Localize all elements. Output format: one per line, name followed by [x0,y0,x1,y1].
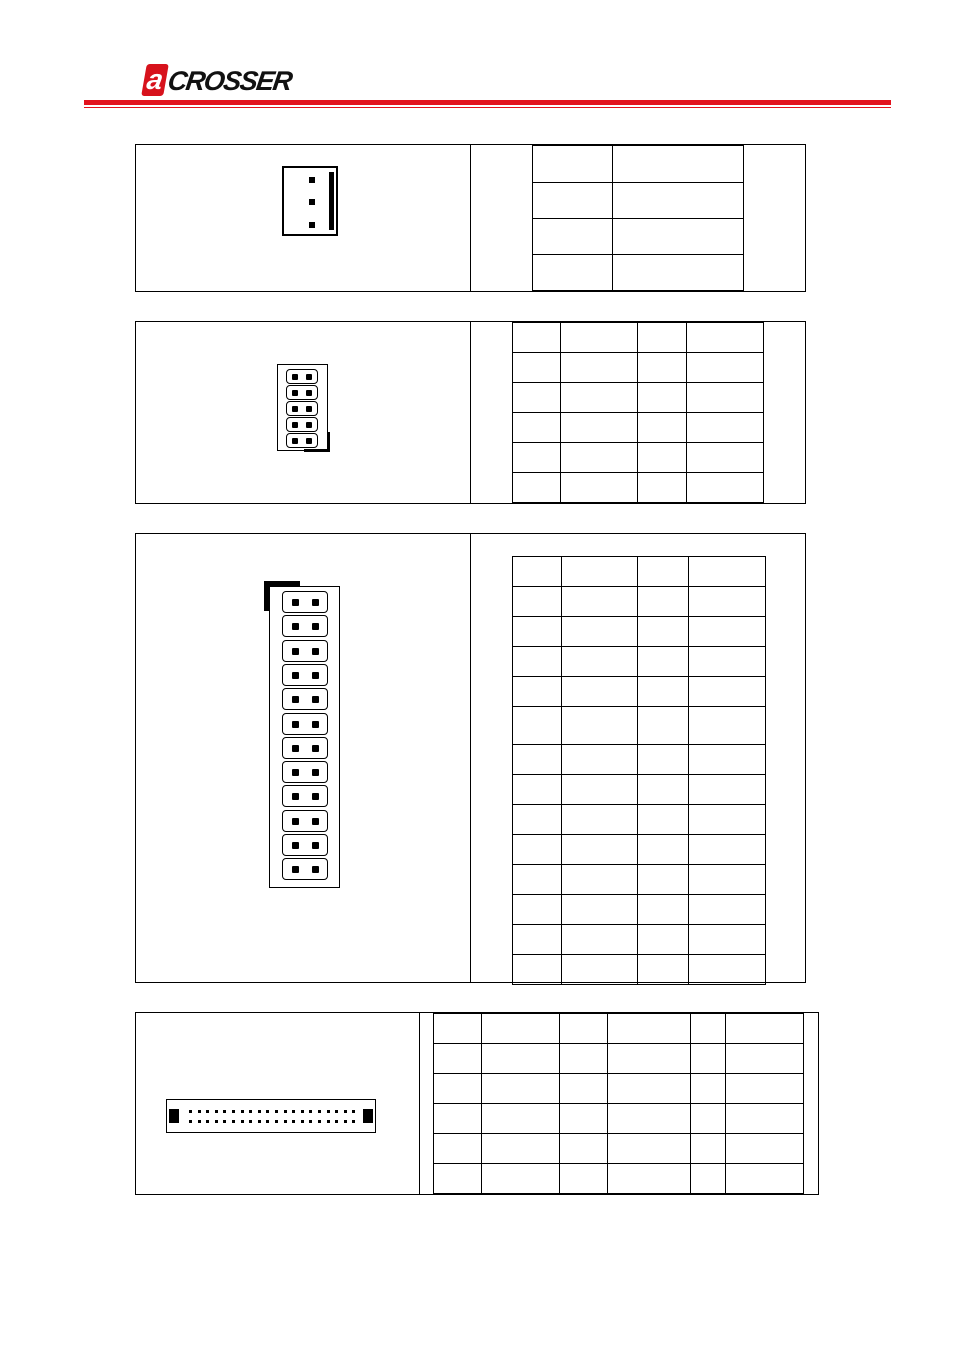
table-cell [482,1044,560,1074]
fpc-pin [309,1120,312,1123]
table-cell [638,443,686,473]
pin-pair [282,761,328,783]
fpc-pin [344,1120,347,1123]
header-pin [292,406,298,412]
table-cell [560,1074,608,1104]
table-cell [638,413,686,443]
table-cell [561,443,638,473]
pin-pair [286,433,318,448]
table-cell [513,775,562,805]
pin-pair [282,713,328,735]
table-cell [688,557,765,587]
fpc-pin [258,1110,261,1113]
header-pin [292,866,299,873]
table-cell [613,146,744,183]
table-cell [561,353,638,383]
fpc-ear [363,1109,373,1123]
header-pin [312,818,319,825]
header-pin [306,390,312,396]
table-cell [688,745,765,775]
fpc-pin [249,1120,252,1123]
table-cell [638,677,688,707]
header-rule-thin [84,107,891,108]
table-cell [562,707,638,745]
table-cell [513,353,561,383]
table-cell [638,925,688,955]
table-cell [638,895,688,925]
table-cell [560,1104,608,1134]
table-cell [560,1014,608,1044]
table-cell [608,1134,690,1164]
table-cell [434,1044,482,1074]
table-cell [638,353,686,383]
table-cell [686,323,763,353]
table-cell [613,219,744,255]
header-pin [292,672,299,679]
fpc-pin [258,1120,261,1123]
pin-pair [282,640,328,662]
table-cell [513,805,562,835]
table-cell [608,1164,690,1194]
fpc-pin [189,1110,192,1113]
table-cell [638,473,686,503]
header-pin [312,793,319,800]
table-cell [434,1014,482,1044]
panel-fpc-40pin [135,1012,819,1195]
table-cell [533,183,613,219]
header-pin [292,696,299,703]
table-cell [482,1164,560,1194]
table-cell [688,955,765,985]
pin-pair [282,688,328,710]
table-cell [482,1134,560,1164]
header-pin [292,721,299,728]
table-cell [613,183,744,219]
table-cell [608,1104,690,1134]
fpc-pin [241,1120,244,1123]
table-cell [434,1104,482,1134]
table-cell [638,745,688,775]
pin-table [433,1013,804,1194]
fpc-pin [206,1110,209,1113]
header-pin [292,422,298,428]
pin-pair [286,385,318,400]
header-pin [312,599,319,606]
panel-divider [470,534,471,982]
header-pin [312,672,319,679]
fpc-pin [223,1110,226,1113]
pin-pair [286,417,318,432]
table-cell [725,1134,803,1164]
table-cell [688,677,765,707]
table-cell [562,895,638,925]
fpc-pin [352,1120,355,1123]
header-pin [312,769,319,776]
table-cell [688,617,765,647]
table-cell [638,835,688,865]
table-cell [562,587,638,617]
table-cell [690,1134,725,1164]
fpc-pin [327,1120,330,1123]
fpc-ear [169,1109,179,1123]
table-cell [513,647,562,677]
table-cell [513,745,562,775]
table-cell [638,647,688,677]
connector-pin [309,177,315,183]
pin-pair [282,591,328,613]
table-cell [513,473,561,503]
fpc-pin [344,1110,347,1113]
table-cell [686,473,763,503]
fpc-pin [292,1110,295,1113]
fpc-pin [189,1120,192,1123]
table-cell [686,353,763,383]
table-cell [562,557,638,587]
table-cell [688,835,765,865]
header-pin [292,842,299,849]
fpc-pin [301,1110,304,1113]
table-cell [482,1074,560,1104]
header-pin [306,422,312,428]
fpc-pin [198,1120,201,1123]
table-cell [638,775,688,805]
header-pin [292,623,299,630]
table-cell [562,617,638,647]
table-cell [688,587,765,617]
table-cell [434,1074,482,1104]
table-cell [562,835,638,865]
table-cell [638,323,686,353]
fpc-pin [309,1110,312,1113]
pin-table [532,145,744,291]
header-pin [292,374,298,380]
connector-pin [309,199,315,205]
pin-table [512,556,766,985]
brand-logo [144,62,294,96]
table-cell [513,323,561,353]
table-cell [562,955,638,985]
table-cell [562,745,638,775]
connector-key [329,172,334,230]
table-cell [638,617,688,647]
table-cell [482,1014,560,1044]
table-cell [688,775,765,805]
panel-header-2x5 [135,321,806,504]
table-cell [513,925,562,955]
table-cell [608,1014,690,1044]
header-pin [312,721,319,728]
fpc-pin [301,1120,304,1123]
table-cell [688,647,765,677]
header-pin [312,648,319,655]
header-pin [312,623,319,630]
header-2x12-diagram [269,586,340,888]
fpc-pin [318,1110,321,1113]
table-cell [513,383,561,413]
table-cell [513,587,562,617]
table-cell [725,1044,803,1074]
table-cell [513,617,562,647]
table-cell [513,413,561,443]
fpc-pin [327,1110,330,1113]
fpc-pin [292,1120,295,1123]
table-cell [608,1044,690,1074]
pin-pair [282,810,328,832]
panel-divider [470,322,471,503]
fpc-pin [335,1120,338,1123]
header-pin [312,745,319,752]
table-cell [638,587,688,617]
fpc-pin [266,1120,269,1123]
table-cell [725,1014,803,1044]
table-cell [560,1134,608,1164]
panel-fan-connector [135,144,806,292]
fpc-pin [241,1110,244,1113]
table-cell [638,383,686,413]
table-cell [533,255,613,291]
table-cell [562,925,638,955]
table-cell [688,805,765,835]
table-cell [690,1164,725,1194]
pin-pair [286,401,318,416]
table-cell [561,413,638,443]
table-cell [688,707,765,745]
pin-pair [282,664,328,686]
header-pin [312,696,319,703]
connector-pin [309,222,315,228]
header-pin [306,438,312,444]
fpc-pin [223,1120,226,1123]
table-cell [562,677,638,707]
table-cell [562,805,638,835]
table-cell [638,865,688,895]
panel-divider [419,1013,420,1194]
fpc-pin [215,1120,218,1123]
table-cell [638,805,688,835]
table-cell [482,1104,560,1134]
header-latch [327,432,330,452]
header-pin [312,842,319,849]
table-cell [513,955,562,985]
fpc-pin [232,1120,235,1123]
header-pin [292,390,298,396]
connector-3pin-diagram [282,166,338,236]
header-pin [292,818,299,825]
table-cell [638,557,688,587]
table-cell [513,677,562,707]
header-pin [292,599,299,606]
fpc-pin [206,1120,209,1123]
fpc-pin [352,1110,355,1113]
fpc-pin [318,1120,321,1123]
fpc-pin [198,1110,201,1113]
pin-table [512,322,764,503]
panel-header-2x12 [135,533,806,983]
fpc-pin [284,1110,287,1113]
fpc-connector-diagram [166,1099,376,1133]
fpc-pin [275,1110,278,1113]
panel-divider [470,145,471,291]
table-cell [562,865,638,895]
table-cell [688,865,765,895]
table-cell [690,1044,725,1074]
table-cell [562,647,638,677]
header-pin [292,745,299,752]
table-cell [688,925,765,955]
header-pin [292,648,299,655]
table-cell [533,146,613,183]
logo-text: CROSSER [165,66,294,96]
pin-pair [282,834,328,856]
table-cell [725,1164,803,1194]
table-cell [686,443,763,473]
table-cell [725,1074,803,1104]
pin-pair [282,785,328,807]
fpc-pin [215,1110,218,1113]
table-cell [725,1104,803,1134]
table-cell [690,1104,725,1134]
table-cell [560,1044,608,1074]
fpc-pin [335,1110,338,1113]
header-pin [292,793,299,800]
header-pin [306,374,312,380]
table-cell [513,835,562,865]
fpc-pin [232,1110,235,1113]
table-cell [560,1164,608,1194]
header-2x5-diagram [277,364,328,451]
table-cell [608,1074,690,1104]
table-cell [533,219,613,255]
table-cell [690,1014,725,1044]
table-cell [688,895,765,925]
table-cell [638,707,688,745]
table-cell [690,1074,725,1104]
header-rule [84,100,891,105]
logo-letter: a [141,64,169,96]
pin-pair [282,858,328,880]
fpc-pin [275,1120,278,1123]
table-cell [561,323,638,353]
table-cell [686,413,763,443]
table-cell [562,775,638,805]
table-cell [513,895,562,925]
fpc-pin [249,1110,252,1113]
header-pin [292,438,298,444]
table-cell [613,255,744,291]
table-cell [561,383,638,413]
pin-pair [282,737,328,759]
fpc-pin [266,1110,269,1113]
table-cell [513,865,562,895]
table-cell [513,557,562,587]
header-pin [306,406,312,412]
table-cell [638,955,688,985]
table-cell [434,1134,482,1164]
table-cell [686,383,763,413]
header-pin [312,866,319,873]
pin-pair [286,369,318,384]
header-pin [292,769,299,776]
table-cell [561,473,638,503]
table-cell [513,443,561,473]
table-cell [434,1164,482,1194]
fpc-pin [284,1120,287,1123]
pin-pair [282,615,328,637]
table-cell [513,707,562,745]
